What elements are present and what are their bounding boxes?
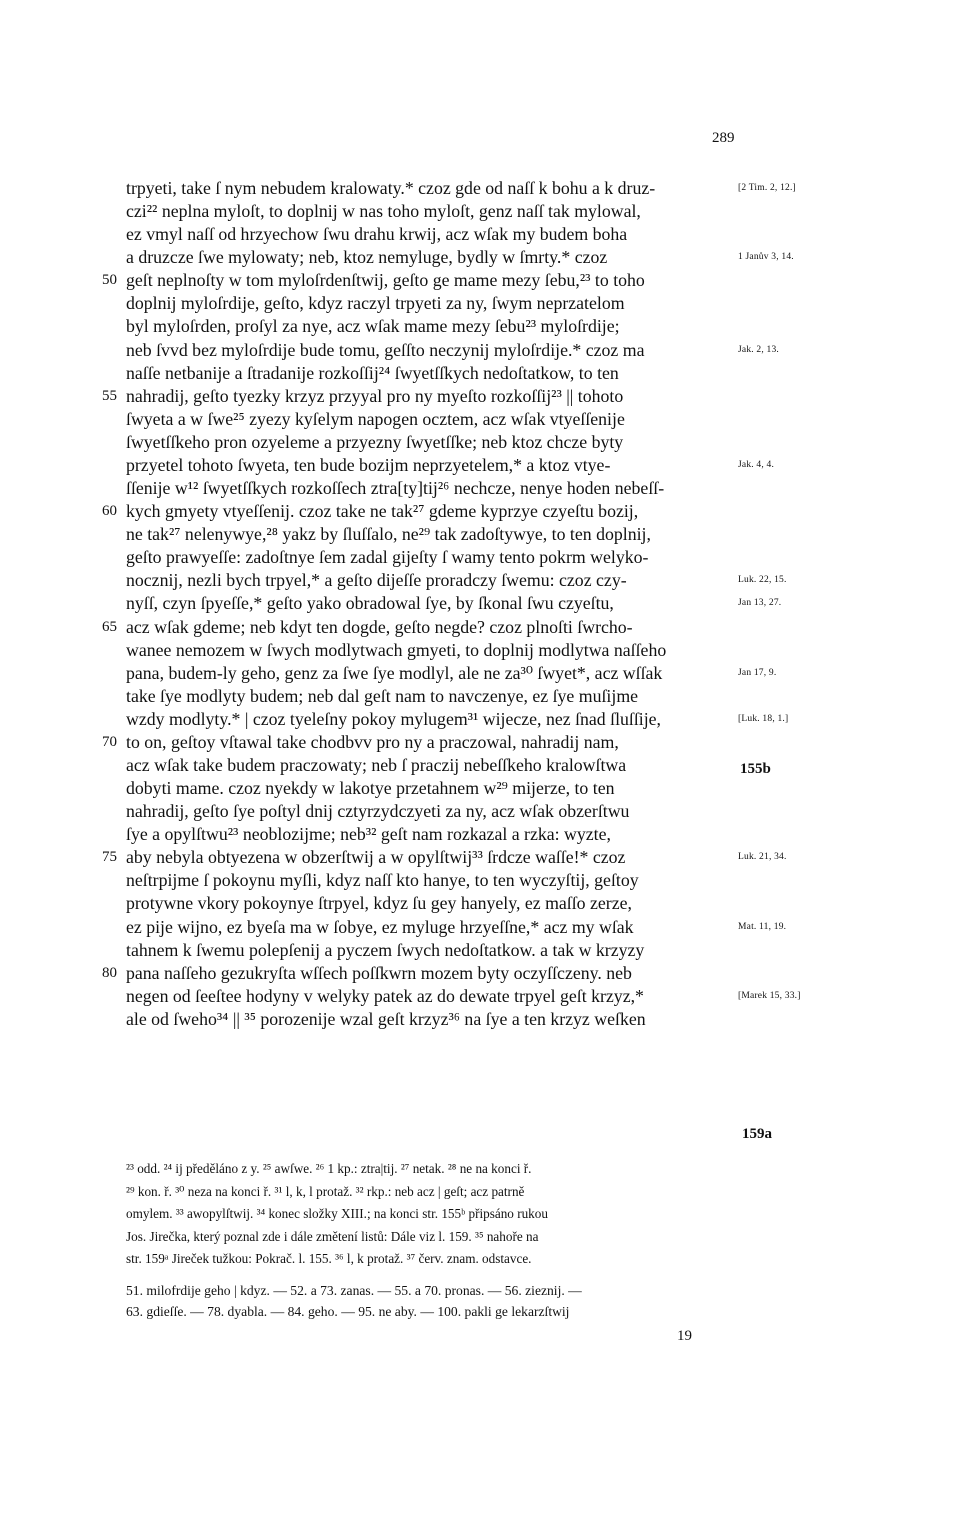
footnote-line: ²³ odd. ²⁴ ij předěláno z y. ²⁵ awſwe. ²⁶ 1 kp.: ztra|tij. ²⁷ netak. ²⁸ ne na konci ř. (126, 1161, 532, 1176)
text-line: nahradij, geſto ſye poſtyl dnij cztyrzydczyeti za ny, acz wſak obzerſtwu (126, 801, 630, 822)
text-line: ſſenije w¹² ſwyetſſkych rozkoſſech ztra[ty]tij²⁶ nechcze, nenye hoden nebeſſ- (126, 478, 665, 499)
text-line: byl myloſrden, proſyl za nye, acz wſak mame mezy ſebu²³ myloſrdije; (126, 316, 620, 337)
text-line: acz wſak take budem praczowaty; neb ſ praczij nebeſſkeho kralowſtwa (126, 755, 627, 775)
text-line: pana, budem-ly geho, genz za ſwe ſye modlyl, ale ne za³⁰ ſwyet*, acz wſſak (126, 662, 663, 683)
text-line: trpyeti, take ſ nym nebudem kralowaty.* czoz gde od naſſ k bohu a k druz- (126, 178, 656, 198)
line-number: 70 (102, 733, 117, 750)
text-line: negen od ſeeſtee hodyny v welyky patek az do dewate trpyel geſt krzyz,* (126, 985, 644, 1006)
margin-reference: Jan 17, 9. (738, 667, 777, 678)
text-line: geſt neplnoſty w tom myloſrdenſtwij, geſto ge mame mezy ſebu,²³ to toho (126, 270, 645, 291)
text-line: ſye a opylſtwu²³ neoblozijme; neb³² geſt nam rozkazal a rzka: wyzte, (126, 824, 611, 845)
line-number: 55 (102, 387, 117, 404)
margin-reference: Mat. 11, 19. (738, 921, 787, 932)
margin-reference: Luk. 21, 34. (738, 852, 787, 863)
footnote-line: ²⁹ kon. ř. ³⁰ neza na konci ř. ³¹ l, k, l protaž. ³² rkp.: neb acz | geſt; acz patrně (126, 1183, 525, 1199)
margin-reference: Jan 13, 27. (738, 598, 782, 609)
text-line: kych gmyety vtyeſſenij. czoz take ne tak²⁷ gdeme kyprzye czyeſtu bozij, (126, 501, 639, 522)
text-line: geſto prawyeſſe: zadoſtnye ſem zadal gijeſty ſ wamy tento pokrm welyko- (126, 547, 649, 568)
footnote-line: omylem. ³³ awopylſtwij. ³⁴ konec složky XIII.; na konci str. 155ᵇ připsáno rukou (126, 1206, 548, 1221)
variant-line: 51. milofrdije geho | kdyz. — 52. a 73. zanas. — 55. a 70. pronas. — 56. zieznij. — (126, 1283, 582, 1298)
signature-mark: 19 (677, 1328, 692, 1344)
text-line: neſtrpijme ſ pokoynu myſli, kdyz naſſ kto hanye, to ten wyczyſtij, geſtoy (126, 870, 639, 891)
margin-reference: [2 Tim. 2, 12.] (738, 183, 796, 193)
text-line: a druzcze ſwe mylowaty; neb, ktoz nemyluge, bydly w ſmrty.* czoz (126, 247, 608, 268)
folio-mark-159a: 159a (742, 1126, 772, 1142)
line-number: 80 (102, 964, 117, 981)
text-line: czi²² neplna myloſt, to doplnij w nas toho myloſt, genz naſſ tak mylowal, (126, 201, 641, 222)
margin-reference: [Marek 15, 33.] (738, 990, 801, 1001)
text-line: ale od ſweho³⁴ || ³⁵ porozenije wzal geſt krzyz³⁶ na ſye a ten krzyz weſken (126, 1008, 646, 1029)
text-line: wanee nemozem w ſwych modlytwach gmyeti, to doplnij modlytwa naſſeho (126, 639, 667, 660)
text-line: doplnij myloſrdije, geſto, kdyz raczyl trpyeti za ny, ſwym neprzatelom (126, 293, 625, 314)
text-line: nahradij, geſto tyezky krzyz przyyal pro ny myeſto rozkoſſij²³ || tohoto (126, 385, 624, 406)
text-line: naſſe netbanije a ſtradanije rozkoſſij²⁴ ſwyetſſkych nedoſtatkow, to ten (126, 362, 619, 383)
text-line: ez vmyl naſſ od hrzyechow ſwu drahu krwij, acz wſak my budem boha (126, 224, 628, 245)
text-line: nocznij, nezli bych trpyel,* a geſto dijeſſe proradczy ſwemu: czoz czy- (126, 570, 627, 591)
margin-reference: 1 Janův 3, 14. (738, 252, 794, 263)
text-line: to on, geſtoy vſtawal take chodbvv pro ny a praczowal, nahradij nam, (126, 731, 619, 752)
footnote-line: str. 159ᵃ Jireček tužkou: Pokrač. l. 155. ³⁶ l, k protaž. ³⁷ červ. znam. odstavce. (126, 1251, 532, 1266)
margin-reference: Jak. 4, 4. (738, 459, 775, 470)
text-line: neb ſvvd bez myloſrdije bude tomu, geſſto neczynij myloſrdije.* czoz ma (126, 339, 645, 360)
footnote-line: Jos. Jirečka, který poznal zde i dále změtení listů: Dále viz l. 159. ³⁵ nahoře na (126, 1228, 539, 1244)
text-line: aby nebyla obtyezena w obzerſtwij a w opylſtwij³³ ſrdcze waſſe!* czoz (126, 847, 626, 868)
text-line: wzdy modlyty.* | czoz tyeleſny pokoy mylugem³¹ wijecze, nez ſnad ſluſſije, (126, 708, 661, 729)
page-number: 289 (712, 130, 735, 146)
text-line: ſwyetſſkeho pron ozyeleme a przyezny ſwyetſſke; neb ktoz chcze byty (126, 431, 624, 452)
text-line: dobyti mame. czoz nyekdy w lakotye przetahnem w²⁹ mijerze, to ten (126, 778, 615, 799)
text-line: ſwyeta a w ſwe²⁵ zyezy kyſelym napogen ocztem, acz wſak vtyeſſenije (126, 408, 625, 429)
text-line: protywne vkory pokoynye ſtrpyel, kdyz ſu gey hanyely, ez maſſo zerze, (126, 893, 632, 914)
line-number: 75 (102, 849, 117, 866)
text-line: przyetel tohoto ſwyeta, ten bude bozijm neprzyetelem,* a ktoz vtye- (126, 454, 611, 475)
text-line: ne tak²⁷ nelenywye,²⁸ yakz by ſluſſalo, ne²⁹ tak zadoſtywye, to ten doplnij, (126, 524, 651, 545)
variant-line: 63. gdieſſe. — 78. dyabla. — 84. geho. — 95. ne aby. — 100. pakli ge lekarzſtwij (126, 1304, 570, 1319)
text-line: acz wſak gdeme; neb kdyt ten dogde, geſto negde? czoz plnoſti ſwrcho- (126, 616, 633, 637)
line-number: 50 (102, 272, 117, 289)
text-line: ez pije wijno, ez byeſa ma w ſobye, ez myluge hrzyeſſne,* acz my wſak (126, 916, 634, 937)
line-number: 65 (102, 618, 117, 635)
margin-reference: [Luk. 18, 1.] (738, 713, 789, 724)
line-number: 60 (102, 503, 117, 520)
folio-mark-155b: 155b (740, 761, 771, 777)
text-line: tahnem k ſwemu polepſenij a pyczem ſwych nedoſtatkow. a tak w krzyzy (126, 939, 645, 960)
text-line: pana naſſeho gezukryſta wſſech poſſkwrn mozem byty oczyſſczeny. neb (126, 962, 632, 983)
text-line: take ſye modlyty budem; neb dal geſt nam to navczenye, ez ſye muſijme (126, 685, 639, 706)
margin-reference: Jak. 2, 13. (738, 344, 779, 355)
margin-reference: Luk. 22, 15. (738, 575, 787, 586)
text-line: nyſſ, czyn ſpyeſſe,* geſto yako obradowal ſye, by ſkonal ſwu czyeſtu, (126, 593, 614, 614)
